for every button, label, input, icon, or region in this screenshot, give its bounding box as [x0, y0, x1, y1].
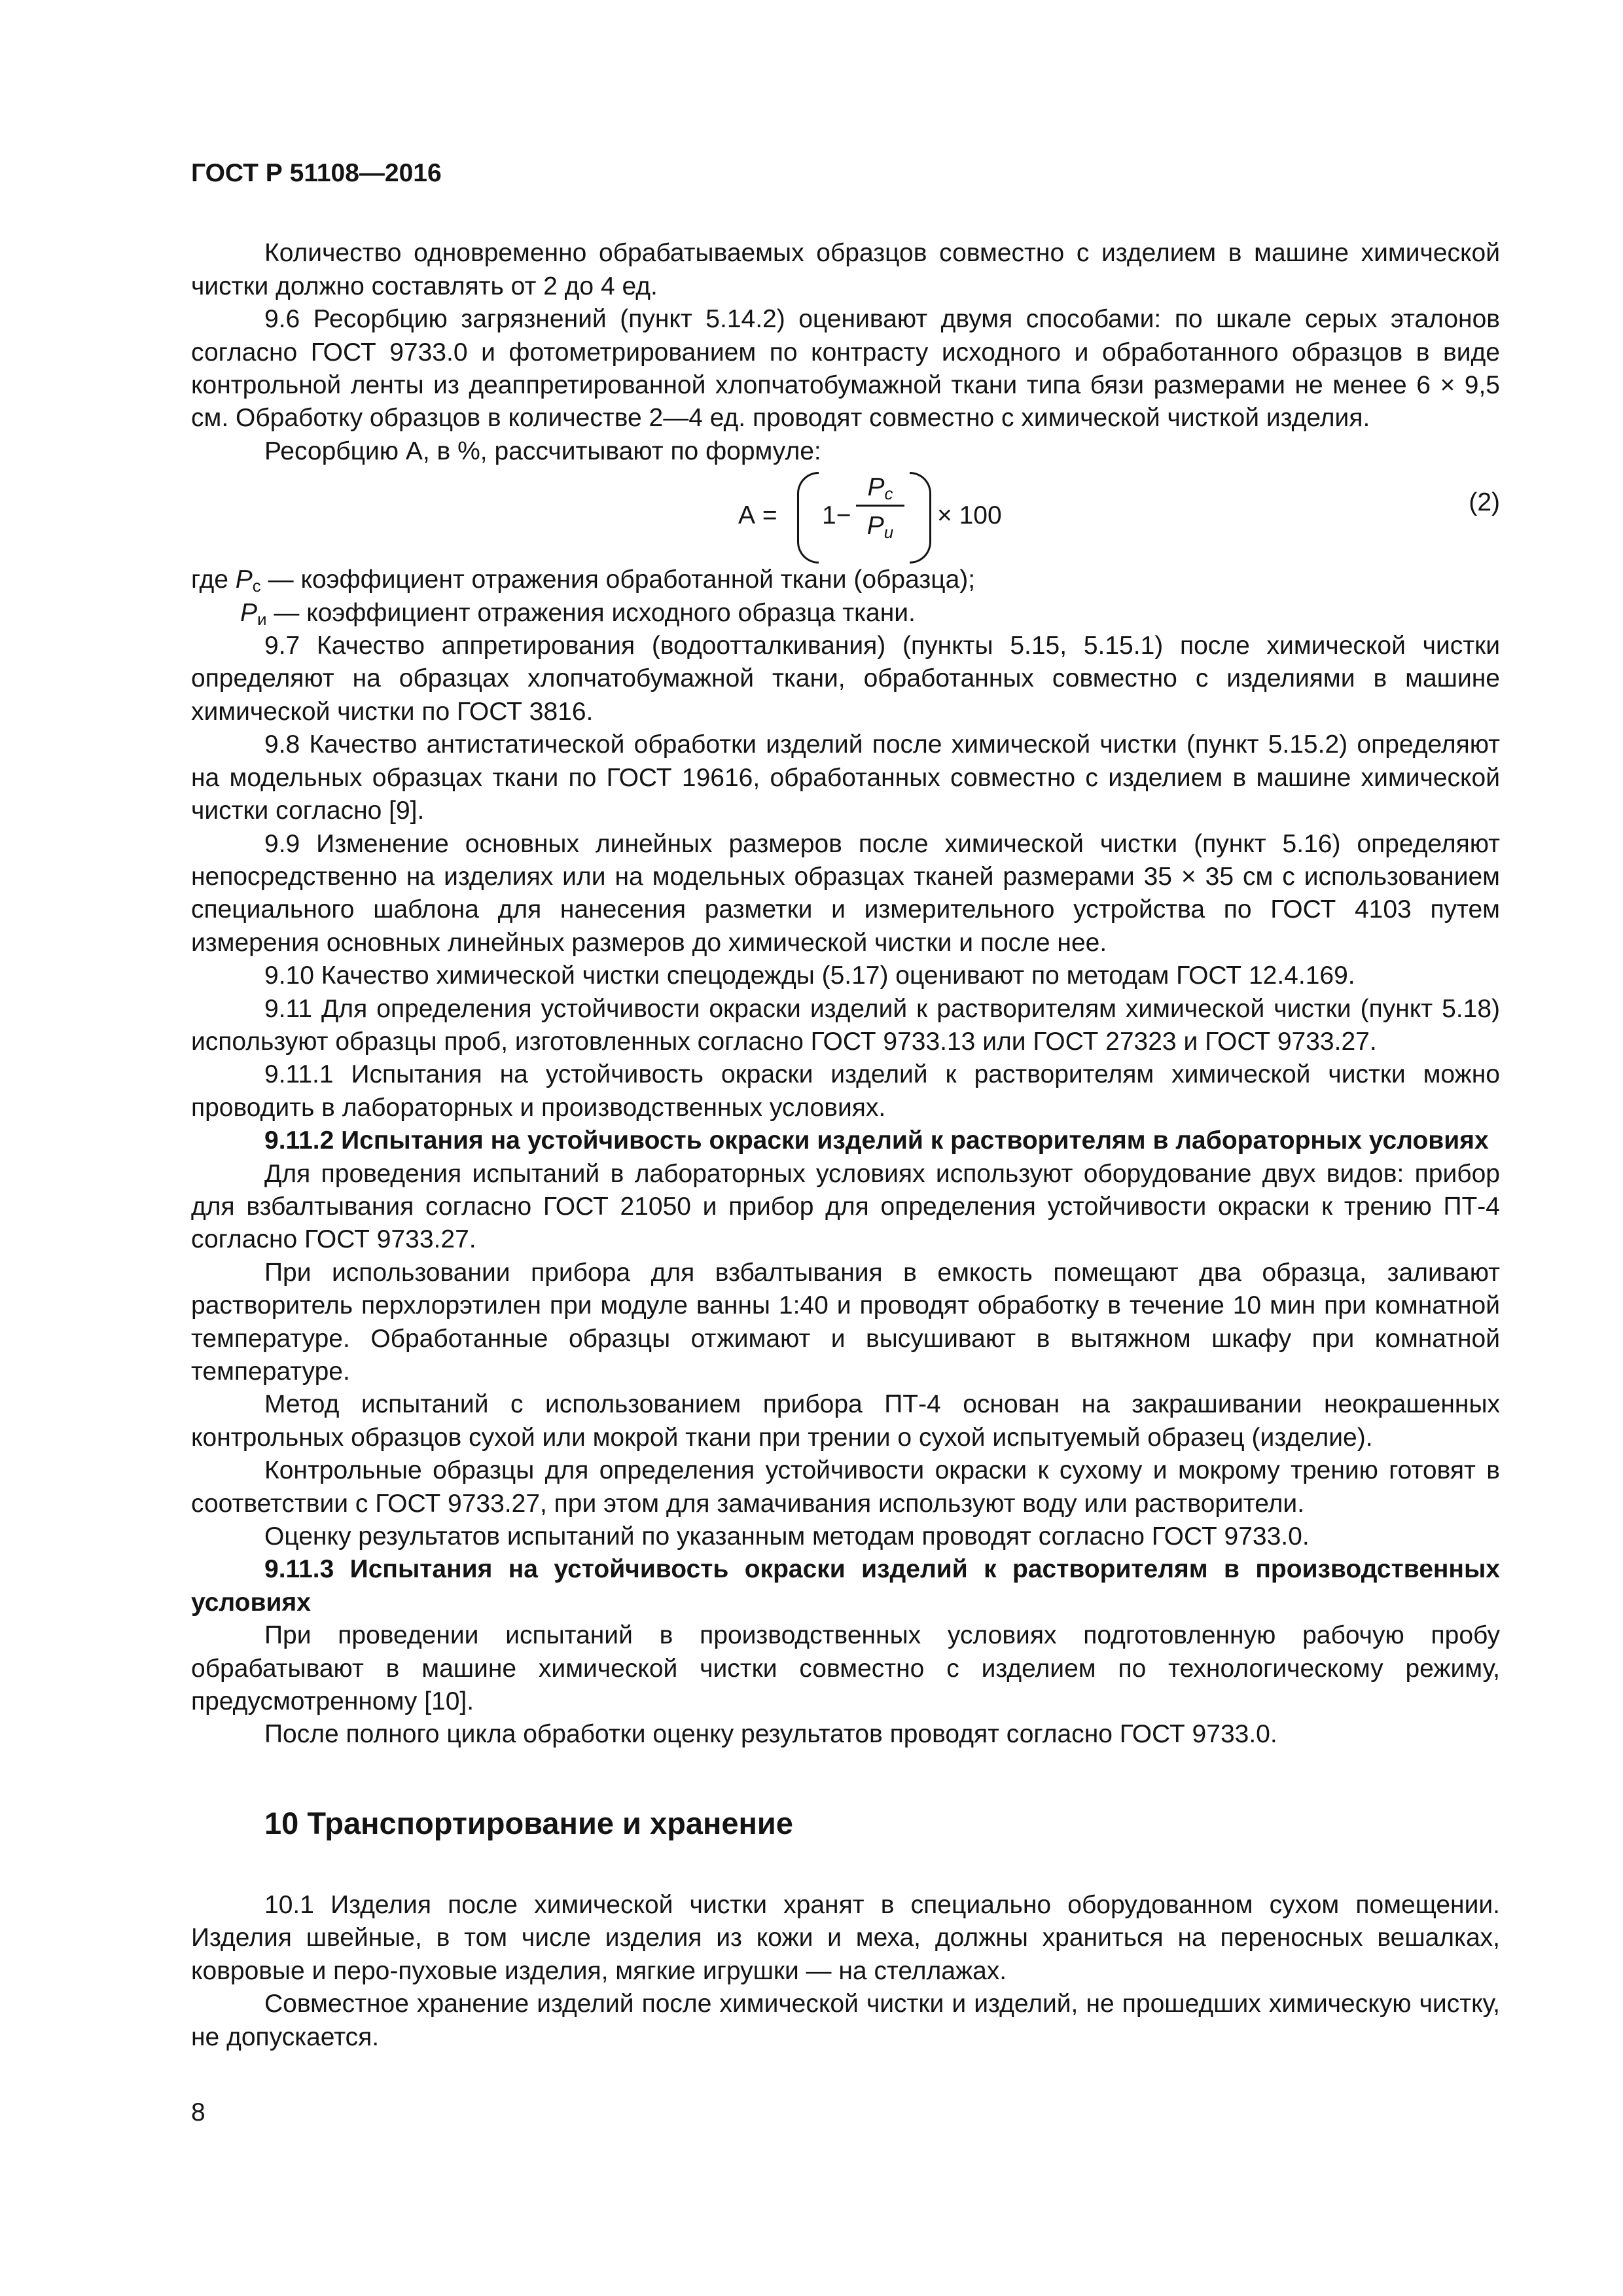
fraction-numerator: $P_с$	[867, 473, 893, 504]
paragraph: При использовании прибора для взбалтывания в емкость помещают два образца, заливают растворитель перхлорэтилен при модуле ванны 1:40 и проводят обработку в течение 10 мин при комнатной температуре. Обработанные образцы отжимают и высушивают в вытяжном шкафу при комнатной температуре.	[191, 1258, 1500, 1386]
equation-number: (2)	[1469, 488, 1500, 517]
paragraph-10-1: 10.1 Изделия после химической чистки хранят в специально оборудованном сухом помещении. Изделия швейные, в том числе изделия из кожи и меха, должны храниться на переносных вешалках, ковровые и перо-пуховые изделия, мягкие игрушки — на стеллажах.	[191, 1890, 1500, 1985]
document-code: ГОСТ Р 51108—2016	[191, 159, 442, 187]
paragraph: Контрольные образцы для определения устойчивости окраски к сухому и мокрому трению готовят в соответствии с ГОСТ 9733.27, при этом для замачивания используют воду или растворители.	[191, 1456, 1500, 1518]
paragraph-9-7: 9.7 Качество аппретирования (водоотталкивания) (пункты 5.15, 5.15.1) после химической чистки определяют на образцах хлопчатобумажной ткани, обработанных совместно с изделиями в машине химической чистки по ГОСТ 3816.	[191, 632, 1500, 726]
paragraph: Метод испытаний с использованием прибора ПТ-4 основан на закрашивании неокрашенных контрольных образцов сухой или мокрой ткани при трении о сухой испытуемый образец (изделие).	[191, 1390, 1500, 1452]
document-page	[191, 157, 1500, 2054]
formula-2	[191, 468, 1500, 564]
paragraph-9-11: 9.11 Для определения устойчивости окраски изделий к растворителям химической чистки (пункт 5.18) используют образцы проб, изготовленных согласно ГОСТ 9733.13 или ГОСТ 27323 и ГОСТ 9733.27.	[191, 994, 1500, 1056]
subsection-heading-9-11-2: 9.11.2 Испытания на устойчивость окраски изделий к растворителям в лабораторных условиях	[264, 1126, 1489, 1155]
paragraph: После полного цикла обработки оценку результатов проводят согласно ГОСТ 9733.0.	[264, 1720, 1277, 1749]
fraction-denominator: $P_и$	[866, 512, 894, 543]
paragraph-9-9: 9.9 Изменение основных линейных размеров после химической чистки (пункт 5.16) определяют непосредственно на изделиях или на модельных образцах тканей размерами 35 × 35 см с использованием специального шаблона для нанесения разметки и измерительного устройства по ГОСТ 4103 путем измерения основных линейных размеров до химической чистки и после нее.	[191, 829, 1500, 957]
left-parenthesis	[797, 472, 819, 564]
paragraph-9-11-1: 9.11.1 Испытания на устойчивость окраски изделий к растворителям химической чистки можно проводить в лабораторных и производственных условиях.	[191, 1060, 1500, 1122]
formula-lhs: А =	[738, 501, 777, 530]
page-number: 8	[191, 2098, 205, 2126]
formula-legend-line-1: где $P_с$ — коэффициент отражения обработанной ткани (образца);	[191, 565, 976, 596]
paragraph: Количество одновременно обрабатываемых образцов совместно с изделием в машине химической чистки должно составлять от 2 до 4 ед.	[191, 239, 1500, 300]
paragraph: При проведении испытаний в производственных условиях подготовленную рабочую пробу обрабатывают в машине химической чистки совместно с изделием по технологическому режиму, предусмотренному [10].	[191, 1621, 1500, 1716]
paragraph-9-10: 9.10 Качество химической чистки спецодежды (5.17) оценивают по методам ГОСТ 12.4.169.	[264, 961, 1355, 990]
formula-multiplier: × 100	[937, 501, 1002, 530]
paragraph-9-8: 9.8 Качество антистатической обработки изделий после химической чистки (пункт 5.15.2) определяют на модельных образцах ткани по ГОСТ 19616, обработанных совместно с изделием в машине химической чистки согласно [9].	[191, 730, 1500, 825]
formula-legend-line-2: $P_и$ — коэффициент отражения исходного образца ткани.	[240, 598, 916, 629]
paragraph-formula-intro: Ресорбцию А, в %, рассчитывают по формуле:	[264, 437, 821, 465]
paragraph: Оценку результатов испытаний по указанным методам проводят согласно ГОСТ 9733.0.	[264, 1522, 1310, 1551]
section-title-10: 10 Транспортирование и хранение	[264, 1805, 793, 1840]
paragraph-9-6: 9.6 Ресорбцию загрязнений (пункт 5.14.2) оценивают двумя способами: по шкале серых эталонов согласно ГОСТ 9733.0 и фотометрированием по контрасту исходного и обработанного образцов в виде контрольной ленты из деаппретированной хлопчатобумажной ткани типа бязи размерами не менее 6 × 9,5 см. Обработку образцов в количестве 2—4 ед. проводят совместно с химической чисткой изделия.	[191, 305, 1500, 433]
formula-one-minus: 1−	[822, 501, 851, 530]
right-parenthesis	[910, 472, 931, 564]
paragraph: Для проведения испытаний в лабораторных условиях используют оборудование двух видов: прибор для взбалтывания согласно ГОСТ 21050 и прибор для определения устойчивости окраски к трению ПТ-4 согласно ГОСТ 9733.27.	[191, 1159, 1500, 1254]
subsection-heading-9-11-3: 9.11.3 Испытания на устойчивость окраски изделий к растворителям в производственных условиях	[191, 1555, 1500, 1617]
paragraph: Совместное хранение изделий после химической чистки и изделий, не прошедших химическую чистку, не допускается.	[191, 1990, 1500, 2051]
formula-fraction	[856, 471, 904, 546]
